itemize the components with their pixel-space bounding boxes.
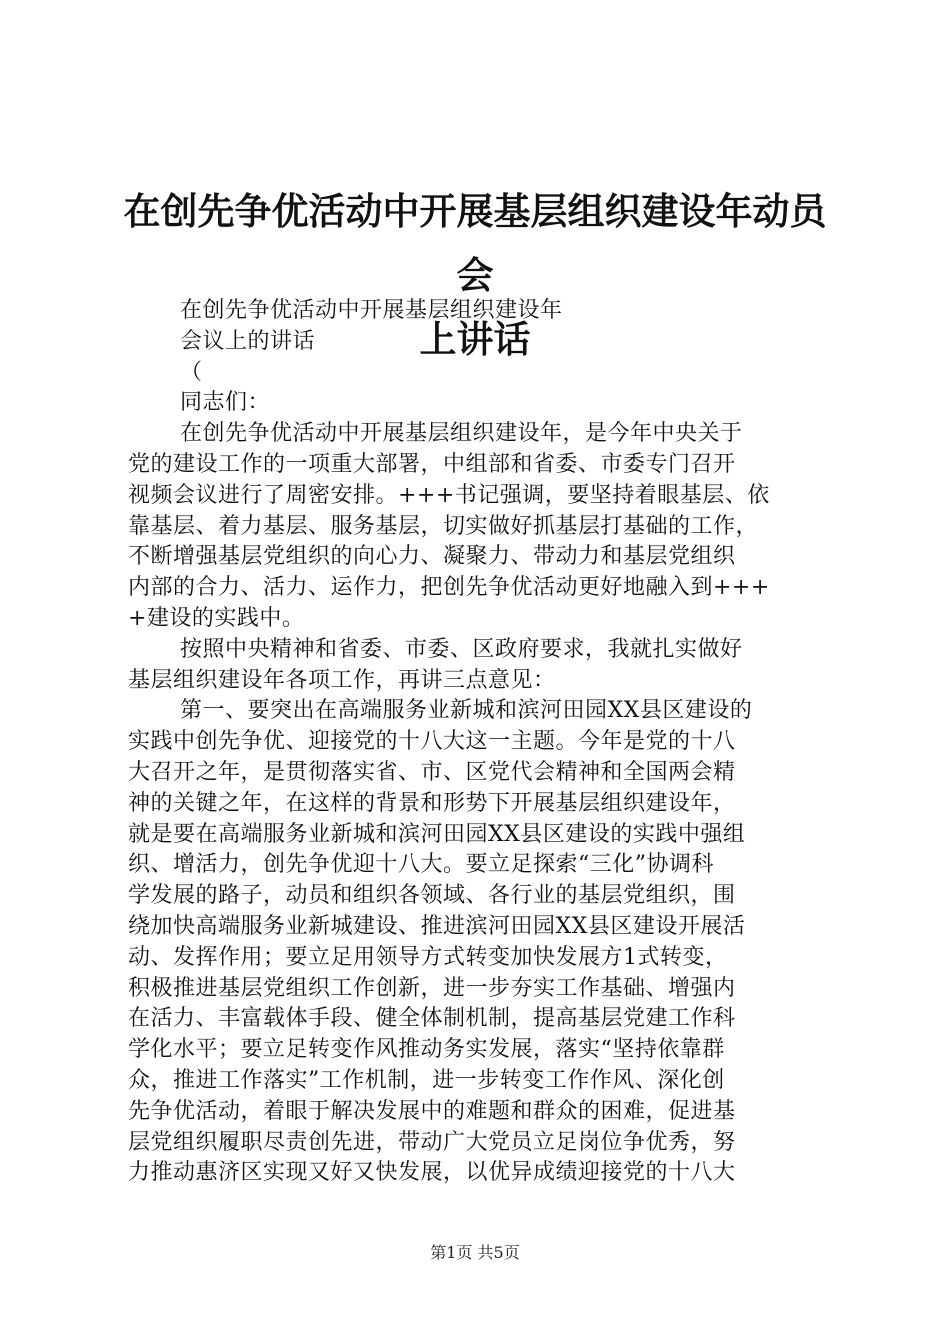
page-footer: 第1页 共5页 <box>430 1243 520 1262</box>
document-body <box>128 296 828 1189</box>
body-line: 同志们： <box>180 390 271 416</box>
body-line: 视频会议进行了周密安排。+++书记强调，要坚持着眼基层、依 <box>128 482 770 508</box>
body-line: 层党组织履职尽责创先进，带动广大党员立足岗位争优秀，努 <box>128 1129 736 1155</box>
body-line: 在活力、丰富载体手段、健全体制机制，提高基层党建工作科 <box>128 1006 736 1032</box>
body-line: 就是要在高端服务业新城和滨河田园XX县区建设的实践中强组 <box>128 821 746 847</box>
title-line-1: 在创先争优活动中开展基层组织建设年动员会 <box>123 190 827 297</box>
body-line: 实践中创先争优、迎接党的十八大这一主题。今年是党的十八 <box>128 729 736 755</box>
body-line: 会议上的讲话 <box>180 328 316 354</box>
body-line: 在创先争优活动中开展基层组织建设年，是今年中央关于 <box>180 421 743 447</box>
body-line: 大召开之年，是贯彻落实省、市、区党代会精神和全国两会精 <box>128 759 736 785</box>
body-line: 力推动惠济区实现又好又快发展，以优异成绩迎接党的十八大 <box>128 1160 736 1186</box>
body-line: 先争优活动，着眼于解决发展中的难题和群众的困难，促进基 <box>128 1098 736 1124</box>
body-line: 党的建设工作的一项重大部署，中组部和省委、市委专门召开 <box>128 451 736 477</box>
body-line: 第一、要突出在高端服务业新城和滨河田园XX县区建设的 <box>180 698 753 724</box>
body-line: 内部的合力、活力、运作力，把创先争优活动更好地融入到+++ <box>128 575 770 601</box>
body-line: 学发展的路子，动员和组织各领域、各行业的基层党组织，围 <box>128 883 736 909</box>
body-line: 在创先争优活动中开展基层组织建设年 <box>180 298 563 323</box>
title-line-2: 上讲话 <box>419 318 531 361</box>
body-line: +建设的实践中。 <box>128 605 305 631</box>
body-line: 靠基层、着力基层、服务基层，切实做好抓基层打基础的工作， <box>128 513 759 539</box>
body-line: 积极推进基层党组织工作创新，进一步夯实工作基础、增强内 <box>128 975 736 1001</box>
body-line: 神的关键之年，在这样的背景和形势下开展基层组织建设年， <box>128 790 736 816</box>
body-line: 绕加快高端服务业新城建设、推进滨河田园XX县区建设开展活 <box>128 913 746 939</box>
body-line: 按照中央精神和省委、市委、区政府要求，我就扎实做好 <box>180 636 743 662</box>
body-line: 众，推进工作落实”工作机制，进一步转变工作作风、深化创 <box>128 1067 725 1093</box>
body-line: 织、增活力，创先争优迎十八大。要立足探索“三化”协调科 <box>128 852 714 878</box>
body-line: 学化水平；要立足转变作风推动务实发展，落实“坚持依靠群 <box>128 1037 725 1063</box>
body-line: 不断增强基层党组织的向心力、凝聚力、带动力和基层党组织 <box>128 544 736 570</box>
body-line: 基层组织建设年各项工作，再讲三点意见： <box>128 667 556 693</box>
body-line: 动、发挥作用；要立足用领导方式转变加快发展方1式转变， <box>128 944 728 970</box>
body-line: （ <box>180 359 203 385</box>
